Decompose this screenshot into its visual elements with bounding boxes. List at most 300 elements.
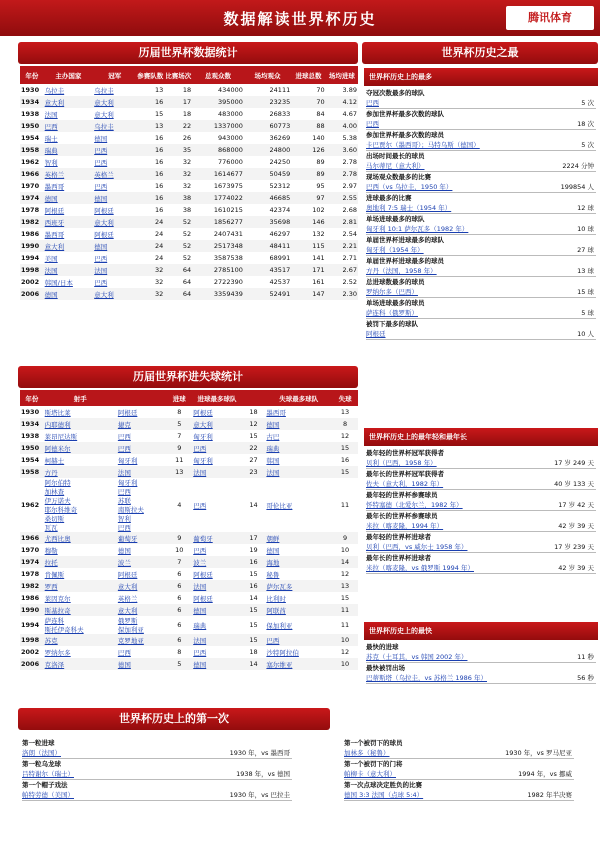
table-link[interactable]: 加林查 xyxy=(44,488,65,496)
table-cell: 1673975 xyxy=(213,182,243,190)
country-link[interactable]: 意大利 xyxy=(94,110,114,119)
table-link[interactable]: 德国 xyxy=(117,660,131,669)
table-link[interactable]: 德国 xyxy=(193,660,207,669)
table-link[interactable]: 葡萄牙 xyxy=(193,534,213,543)
table-cell[interactable] xyxy=(93,108,136,120)
table-link[interactable]: 德国 xyxy=(266,420,280,429)
table-link[interactable]: 巴西 xyxy=(117,524,131,532)
record-value xyxy=(366,479,596,490)
table-link[interactable]: 斯托伊奇科夫 xyxy=(44,626,84,634)
table-link[interactable]: 巴西 xyxy=(266,636,280,645)
column-header: 比赛场次 xyxy=(164,66,192,84)
table-cell: 434000 xyxy=(218,86,243,94)
table-cell[interactable] xyxy=(44,108,94,120)
table-row xyxy=(20,478,358,532)
table-link[interactable]: 波兰 xyxy=(117,558,131,567)
table-cell[interactable] xyxy=(44,156,94,168)
table-row xyxy=(20,634,358,646)
table-cell: 2.68 xyxy=(342,206,357,214)
table-cell[interactable] xyxy=(44,96,94,108)
record-link[interactable]: 怀特塞德（北爱尔兰，1982 年） xyxy=(366,501,463,509)
table-link[interactable]: 南斯拉夫 xyxy=(117,506,144,514)
record-label: 夺冠次数最多的球队 xyxy=(366,89,425,97)
table-cell xyxy=(192,544,242,556)
table-cell[interactable] xyxy=(93,216,136,228)
table-link[interactable]: 意大利 xyxy=(193,420,213,429)
table-cell: 24250 xyxy=(269,158,291,166)
table-link[interactable]: 阿根廷 xyxy=(193,570,213,579)
record-label: 单场进球最多的球队 xyxy=(366,215,425,223)
table-row xyxy=(20,192,358,204)
table-cell: 2.97 xyxy=(342,182,357,190)
table-cell[interactable] xyxy=(93,144,136,156)
table-link[interactable]: 克罗地亚 xyxy=(117,636,144,645)
table-cell: 38 xyxy=(182,206,192,214)
table-cell: 1970 xyxy=(21,546,40,554)
record-link[interactable]: 加林多（秘鲁） xyxy=(344,749,390,757)
record-value xyxy=(344,790,574,801)
table-cell: 23 xyxy=(242,466,266,478)
table-row xyxy=(20,180,358,192)
table-link[interactable]: 阿根廷 xyxy=(193,408,213,417)
table-link[interactable]: 古巴 xyxy=(266,432,280,441)
record-stat: 1938 年，vs 德国 xyxy=(236,770,290,778)
table-cell: 24 xyxy=(136,216,164,228)
table-link[interactable]: 方丹 xyxy=(44,468,58,477)
country-link[interactable]: 巴西 xyxy=(94,254,108,263)
record-value xyxy=(344,769,574,780)
table-cell: 8 xyxy=(177,408,182,416)
record-link[interactable]: 方丹（法国，1958 年） xyxy=(366,267,437,275)
record-link[interactable]: 巴西 xyxy=(366,120,379,128)
table-row xyxy=(20,592,358,604)
table-cell xyxy=(192,478,242,532)
table-cell[interactable] xyxy=(93,264,136,276)
table-cell[interactable] xyxy=(44,240,94,252)
table-link[interactable]: 匈牙利 xyxy=(117,479,138,487)
record-value xyxy=(366,245,596,256)
table-cell: 5 xyxy=(166,418,192,430)
table-cell[interactable] xyxy=(44,144,94,156)
table-link[interactable]: 瓦瓦 xyxy=(44,524,58,532)
table-link[interactable]: 穆勒 xyxy=(44,546,58,555)
table-cell: 27 xyxy=(249,456,258,464)
country-link[interactable]: 巴西 xyxy=(94,182,108,191)
country-link[interactable]: 法国 xyxy=(44,110,58,119)
country-link[interactable]: 阿根廷 xyxy=(94,230,114,239)
table-cell[interactable] xyxy=(44,168,94,180)
country-link[interactable]: 法国 xyxy=(44,266,58,275)
country-link[interactable]: 韩国/日本 xyxy=(44,278,73,287)
table-cell xyxy=(192,658,242,670)
country-link[interactable]: 意大利 xyxy=(44,242,65,251)
record-link[interactable]: 米拉（喀麦隆，vs 俄罗斯 1994 年） xyxy=(366,564,474,572)
table-cell xyxy=(44,604,117,616)
table-link[interactable]: 拉托 xyxy=(44,558,58,567)
table-link[interactable]: 法国 xyxy=(193,636,207,645)
record-label: 单场进球最多的球员 xyxy=(366,299,425,307)
table-link[interactable]: 德国 xyxy=(117,546,131,555)
table-cell: 5.38 xyxy=(342,134,357,142)
table-cell xyxy=(117,568,167,580)
record-link[interactable]: 匈牙利 10:1 萨尔瓦多（1982 年） xyxy=(366,225,469,233)
table-link[interactable]: 德国 xyxy=(193,606,207,615)
table-cell[interactable] xyxy=(44,204,94,216)
table-row xyxy=(20,430,358,442)
record-link[interactable]: 巴西 xyxy=(366,99,379,107)
table-link[interactable]: 秘鲁 xyxy=(266,570,280,579)
table-link[interactable]: 莱因克尔 xyxy=(44,594,71,603)
table-link[interactable]: 瑞典 xyxy=(266,444,280,453)
table-link[interactable]: 保加利亚 xyxy=(117,626,144,634)
table-link[interactable]: 朝鲜 xyxy=(266,534,280,543)
table-row xyxy=(20,276,358,288)
table-cell[interactable] xyxy=(93,180,136,192)
table-link[interactable]: 匈牙利 xyxy=(193,456,213,465)
table-cell[interactable] xyxy=(44,216,94,228)
record-label: 第一个被罚下的门将 xyxy=(344,760,403,768)
table-link[interactable]: 俄罗斯 xyxy=(117,617,138,625)
table-cell: 12 xyxy=(340,648,350,656)
table-cell[interactable] xyxy=(44,252,94,264)
table-cell xyxy=(44,532,117,544)
table-cell: 161 xyxy=(312,278,325,286)
record-link[interactable]: 吕特谢尔（瑞士） xyxy=(22,770,74,778)
table-link[interactable]: 哥伦比亚 xyxy=(266,501,293,510)
table-cell[interactable] xyxy=(93,132,136,144)
table-cell xyxy=(265,568,332,580)
table-cell[interactable] xyxy=(44,180,94,192)
table-cell xyxy=(192,592,242,604)
record-stat: 17 岁 249 天 xyxy=(554,459,594,467)
table-link[interactable]: 巴西 xyxy=(193,648,207,657)
record-value xyxy=(366,521,596,532)
column-header: 进球最多球队 xyxy=(192,390,242,406)
country-link[interactable]: 德国 xyxy=(94,242,108,251)
country-link[interactable]: 西班牙 xyxy=(44,218,65,227)
table-cell xyxy=(44,646,117,658)
record-link[interactable]: 苏克（土耳其，vs 韩国 2002 年） xyxy=(366,653,468,661)
table-cell: 22 xyxy=(164,120,192,132)
record-link[interactable]: 马尔蒂尼（意大利） xyxy=(366,162,425,170)
table-link[interactable]: 萨尔瓦多 xyxy=(266,582,293,591)
column-header: 主办国家 xyxy=(44,66,94,84)
record-link[interactable]: 佐夫（意大利，1982 年） xyxy=(366,480,444,488)
table-link[interactable]: 尤西比奥 xyxy=(44,534,71,543)
table-cell: 16 xyxy=(136,144,164,156)
record-link[interactable]: 巴蒂斯塔（乌拉圭，vs 苏格兰 1986 年） xyxy=(366,674,487,682)
fastest-records-title: 世界杯历史上的最快 xyxy=(364,622,598,640)
table-link[interactable]: 伊万诺夫 xyxy=(44,497,71,505)
table-cell: 15 xyxy=(154,110,164,118)
table-row xyxy=(20,556,358,568)
table-link[interactable]: 智利 xyxy=(117,515,131,523)
table-cell[interactable] xyxy=(44,192,94,204)
table-link[interactable]: 意大利 xyxy=(117,582,138,591)
country-link[interactable]: 瑞典 xyxy=(44,146,58,155)
table-link[interactable]: 耶尔科维奇 xyxy=(44,506,78,514)
country-link[interactable]: 美国 xyxy=(44,254,58,263)
table-link[interactable]: 巴西 xyxy=(117,648,131,657)
table-link[interactable]: 罗纳尔多 xyxy=(44,648,71,657)
table-link[interactable]: 法国 xyxy=(117,468,131,477)
table-link[interactable]: 捷克 xyxy=(117,420,131,429)
table-link[interactable]: 德国 xyxy=(266,546,280,555)
table-cell: 2517348 xyxy=(192,240,244,252)
table-cell: 1610215 xyxy=(213,206,243,214)
table-link[interactable]: 肯佩斯 xyxy=(44,570,65,579)
record-link[interactable]: 罗纳尔多（巴西） xyxy=(366,288,418,296)
table-link[interactable]: 匈牙利 xyxy=(117,456,138,465)
table-cell: 15 xyxy=(332,442,358,454)
column-header: 射手 xyxy=(44,390,117,406)
site-logo[interactable]: 腾讯体育 xyxy=(506,6,594,30)
table-cell: 4.12 xyxy=(326,96,358,108)
table-cell xyxy=(117,580,167,592)
country-link[interactable]: 德国 xyxy=(94,194,108,203)
record-link[interactable]: 巴西（vs 乌拉圭，1950 年） xyxy=(366,183,453,191)
table-cell: 13 xyxy=(332,580,358,592)
table-cell[interactable] xyxy=(44,120,94,132)
record-stat: 1930 年，vs 巴拉圭 xyxy=(229,791,290,799)
table-link[interactable]: 阿根廷 xyxy=(117,408,138,417)
table-cell: 46297 xyxy=(269,230,291,238)
table-cell[interactable] xyxy=(93,276,136,288)
country-link[interactable]: 德国 xyxy=(44,194,58,203)
table-cell[interactable] xyxy=(93,168,136,180)
record-link[interactable]: 帕柳卡（意大利） xyxy=(344,770,396,778)
table-link[interactable]: 阿德米尔 xyxy=(44,444,71,453)
table-cell: 2.81 xyxy=(326,216,358,228)
record-link[interactable]: 洛朗（法国） xyxy=(22,749,61,757)
table-link[interactable]: 苏克 xyxy=(44,636,58,645)
table-cell xyxy=(192,418,242,430)
table-cell[interactable] xyxy=(44,264,94,276)
table-link[interactable]: 阿根廷 xyxy=(117,570,138,579)
country-link[interactable]: 巴西 xyxy=(94,278,108,287)
table-cell: 32 xyxy=(182,182,192,190)
table-cell: 1990 xyxy=(20,240,44,252)
table-cell: 1998 xyxy=(20,264,44,276)
scoring-section-title: 历届世界杯进失球统计 xyxy=(18,366,358,388)
table-link[interactable]: 英格兰 xyxy=(117,594,138,603)
table-link[interactable]: 保加利亚 xyxy=(266,621,293,630)
record-link[interactable]: 萨连科（俄罗斯） xyxy=(366,309,418,317)
country-link[interactable]: 巴西 xyxy=(44,122,58,131)
table-link[interactable]: 斯基拉奇 xyxy=(44,606,71,615)
table-cell: 2.52 xyxy=(342,278,357,286)
record-value xyxy=(366,224,596,235)
country-link[interactable]: 意大利 xyxy=(44,98,65,107)
table-cell: 126 xyxy=(291,144,325,156)
country-link[interactable]: 阿根廷 xyxy=(94,206,114,215)
country-link[interactable]: 乌拉圭 xyxy=(94,86,114,95)
table-link[interactable]: 桑切斯 xyxy=(44,515,65,523)
record-link[interactable]: 帕特劳德（美国） xyxy=(22,791,74,799)
table-link[interactable]: 巴西 xyxy=(117,444,131,453)
table-row xyxy=(20,544,358,556)
table-cell: 52 xyxy=(164,216,192,228)
country-link[interactable]: 英格兰 xyxy=(94,170,114,179)
table-link[interactable]: 法国 xyxy=(193,468,207,477)
table-cell[interactable] xyxy=(44,132,94,144)
record-link[interactable]: 米拉（喀麦隆，1994 年） xyxy=(366,522,444,530)
table-link[interactable]: 阿根廷 xyxy=(193,594,213,603)
table-link[interactable]: 克洛泽 xyxy=(44,660,65,669)
table-link[interactable]: 巴西 xyxy=(193,546,207,555)
table-cell: 15 xyxy=(340,594,350,602)
table-link[interactable]: 海地 xyxy=(266,558,280,567)
record-label: 进球最多的比赛 xyxy=(366,194,412,202)
table-link[interactable]: 匈牙利 xyxy=(193,432,213,441)
country-link[interactable]: 意大利 xyxy=(94,98,114,107)
table-cell: 16 xyxy=(136,168,164,180)
record-stat: 11 秒 xyxy=(577,653,594,661)
table-link[interactable]: 巴西 xyxy=(193,444,207,453)
table-cell: 12 xyxy=(242,418,266,430)
table-cell: 868000 xyxy=(192,144,244,156)
table-link[interactable]: 柯赫士 xyxy=(44,456,65,465)
table-link[interactable]: 葡萄牙 xyxy=(117,534,138,543)
country-link[interactable]: 英格兰 xyxy=(44,170,65,179)
table-cell xyxy=(117,418,167,430)
table-cell: 97 xyxy=(291,192,325,204)
table-cell xyxy=(265,478,332,532)
table-link[interactable]: 斯塔比莱 xyxy=(44,408,71,417)
table-cell[interactable] xyxy=(93,96,136,108)
table-cell[interactable] xyxy=(93,204,136,216)
country-link[interactable]: 德国 xyxy=(94,134,108,143)
table-cell: 15 xyxy=(249,432,258,440)
table-cell: 23235 xyxy=(244,96,291,108)
country-link[interactable]: 巴西 xyxy=(94,158,108,167)
table-cell: 70 xyxy=(291,96,325,108)
table-link[interactable]: 墨西哥 xyxy=(266,408,286,417)
country-link[interactable]: 意大利 xyxy=(94,218,114,227)
table-link[interactable]: 苏联 xyxy=(117,497,131,505)
table-cell[interactable] xyxy=(93,192,136,204)
record-link[interactable]: 阿根廷 xyxy=(366,330,386,338)
table-cell xyxy=(265,442,332,454)
table-row xyxy=(20,96,358,108)
table-link[interactable]: 比利时 xyxy=(266,594,286,603)
table-cell: 776000 xyxy=(218,158,243,166)
record-label: 单届世界杯进球最多的球员 xyxy=(366,257,444,265)
table-cell: 146 xyxy=(291,216,325,228)
table-cell[interactable] xyxy=(93,120,136,132)
table-cell[interactable] xyxy=(93,228,136,240)
table-link[interactable]: 巴西 xyxy=(193,501,207,510)
table-cell[interactable] xyxy=(93,288,136,300)
table-link[interactable]: 罗西 xyxy=(44,582,58,591)
record-link[interactable]: 贝利（巴西，vs 威尔士 1958 年） xyxy=(366,543,468,551)
table-cell: 24111 xyxy=(269,86,291,94)
table-cell: 15 xyxy=(249,621,258,629)
record-value xyxy=(366,203,596,214)
table-link[interactable]: 法国 xyxy=(266,468,280,477)
country-link[interactable]: 阿根廷 xyxy=(44,206,65,215)
table-link[interactable]: 瑞典 xyxy=(193,621,207,630)
record-stat: 18 次 xyxy=(577,120,594,128)
table-cell xyxy=(117,616,167,634)
table-link[interactable]: 莱昂尼达斯 xyxy=(44,432,78,441)
table-cell: 88 xyxy=(291,120,325,132)
table-row xyxy=(20,658,358,670)
record-value xyxy=(22,790,292,801)
country-link[interactable]: 意大利 xyxy=(94,290,114,299)
table-link[interactable]: 巴西 xyxy=(117,488,131,496)
table-cell[interactable] xyxy=(93,156,136,168)
country-link[interactable]: 智利 xyxy=(44,158,58,167)
table-cell: 2.71 xyxy=(342,254,357,262)
table-link[interactable]: 意大利 xyxy=(117,606,138,615)
table-cell[interactable] xyxy=(44,288,94,300)
record-link[interactable]: 匈牙利（1954 年） xyxy=(366,246,424,254)
record-link[interactable]: 卡巴贾尔（墨西哥）；马特乌斯（德国） xyxy=(366,141,480,149)
country-link[interactable]: 法国 xyxy=(94,266,108,275)
country-link[interactable]: 墨西哥 xyxy=(44,230,65,239)
table-row xyxy=(20,108,358,120)
table-cell: 147 xyxy=(291,288,325,300)
table-link[interactable]: 阿联酋 xyxy=(266,606,286,615)
table-cell[interactable] xyxy=(44,276,94,288)
table-cell xyxy=(117,592,167,604)
country-link[interactable]: 瑞士 xyxy=(44,134,58,143)
table-row xyxy=(20,418,358,430)
table-cell: 16 xyxy=(242,556,266,568)
table-link[interactable]: 塞尔维亚 xyxy=(266,660,293,669)
record-label: 最年长的世界杯参赛球员 xyxy=(366,512,438,520)
record-link[interactable]: 德国 3:3 法国（点球 5:4） xyxy=(344,791,424,799)
table-link[interactable]: 内耶德利 xyxy=(44,420,71,429)
table-cell: 24 xyxy=(154,230,164,238)
table-cell[interactable] xyxy=(93,84,136,96)
record-value xyxy=(366,266,596,277)
table-link[interactable]: 巴西 xyxy=(117,432,131,441)
table-cell[interactable] xyxy=(44,228,94,240)
country-link[interactable]: 乌拉圭 xyxy=(94,122,114,131)
table-cell: 2.54 xyxy=(342,230,357,238)
table-link[interactable]: 韩国 xyxy=(266,456,280,465)
country-link[interactable]: 德国 xyxy=(44,290,58,299)
country-link[interactable]: 巴西 xyxy=(94,146,108,155)
table-link[interactable]: 法国 xyxy=(193,582,207,591)
record-label: 出场时间最长的球员 xyxy=(366,152,425,160)
table-cell: 1774022 xyxy=(192,192,244,204)
table-cell[interactable] xyxy=(93,240,136,252)
table-cell[interactable] xyxy=(44,84,94,96)
country-link[interactable]: 墨西哥 xyxy=(44,182,65,191)
table-row xyxy=(20,580,358,592)
table-cell: 16 xyxy=(242,580,266,592)
table-row xyxy=(20,442,358,454)
record-stat: 17 岁 239 天 xyxy=(554,543,594,551)
table-link[interactable]: 波兰 xyxy=(193,558,207,567)
table-cell: 18 xyxy=(249,648,258,656)
table-link[interactable]: 沙特阿拉伯 xyxy=(266,648,299,657)
table-cell[interactable] xyxy=(93,252,136,264)
table-cell xyxy=(192,556,242,568)
record-value xyxy=(366,119,596,130)
table-cell: 132 xyxy=(312,230,325,238)
table-cell xyxy=(117,406,167,418)
table-cell: 16 xyxy=(154,182,164,190)
record-link[interactable]: 奥地利 7:5 瑞士（1954 年） xyxy=(366,204,452,212)
country-link[interactable]: 乌拉圭 xyxy=(44,86,65,95)
record-link[interactable]: 贝利（巴西，1958 年） xyxy=(366,459,437,467)
table-link[interactable]: 阿尔伯特 xyxy=(44,479,71,487)
table-link[interactable]: 萨连科 xyxy=(44,617,65,625)
